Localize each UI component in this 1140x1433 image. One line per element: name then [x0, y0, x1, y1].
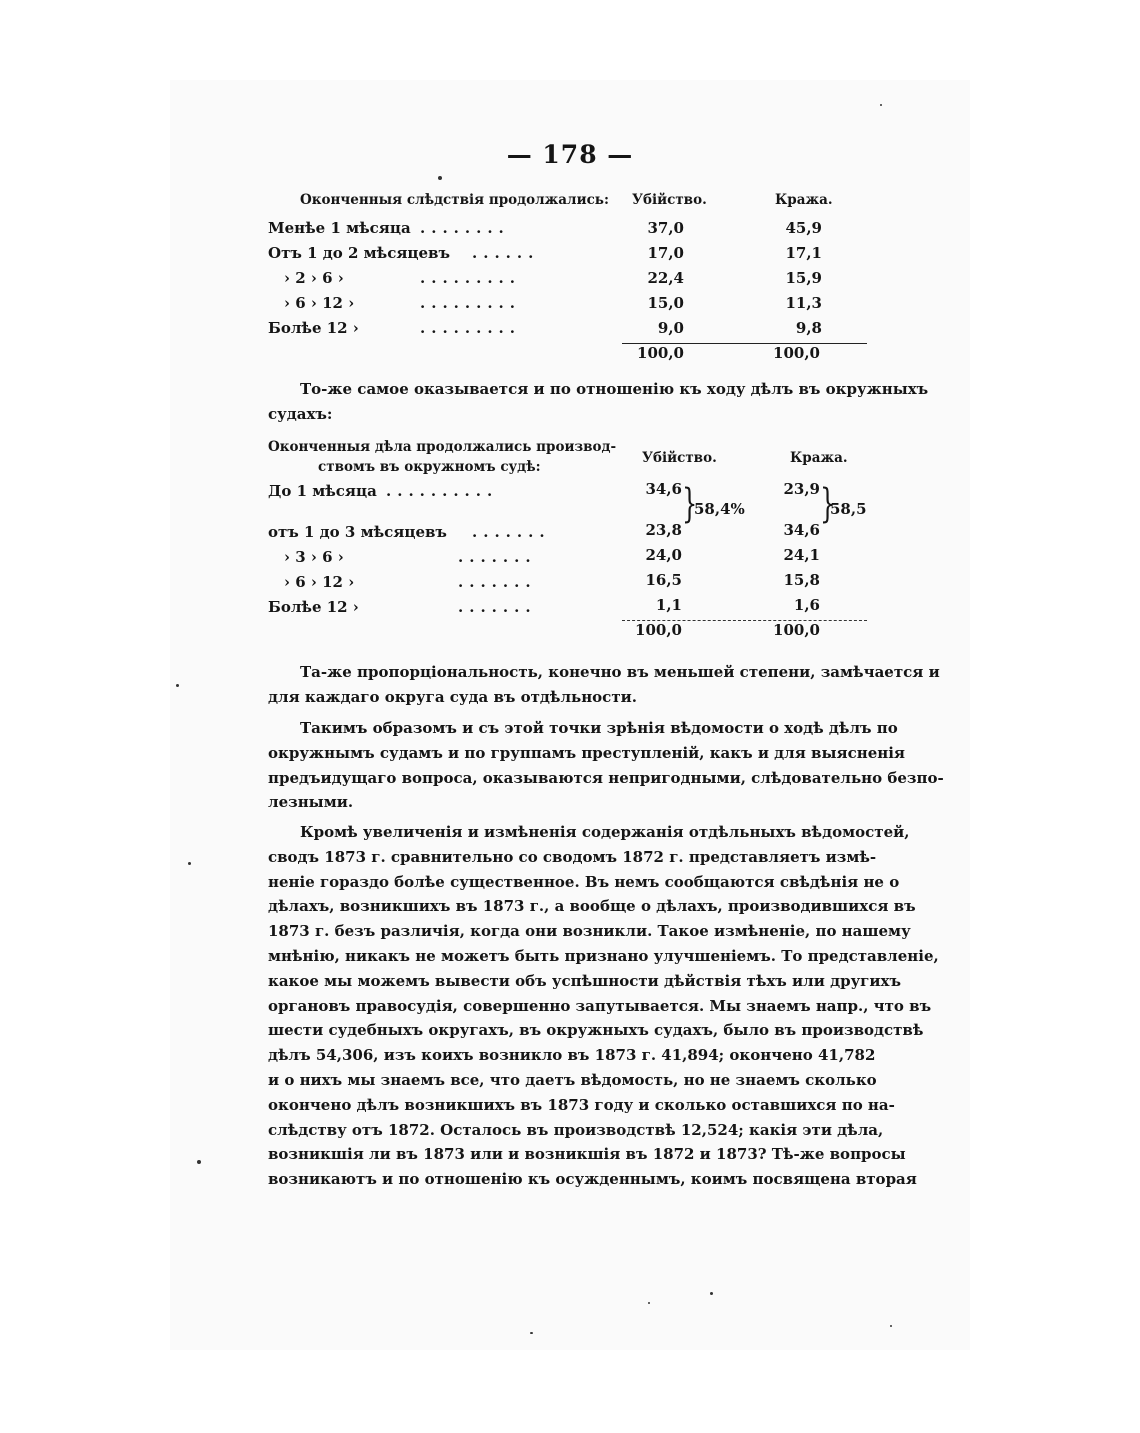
table1-row-label: Болѣе 12 › [268, 319, 359, 337]
table2-row-murder: 1,1 [655, 596, 682, 614]
table1-header-theft: Кража. [775, 192, 833, 208]
leader-dots: ........ [420, 219, 510, 237]
scan-speck [438, 176, 442, 180]
table2-row-theft: 23,9 [783, 480, 820, 498]
table2-row-theft: 24,1 [783, 546, 820, 564]
text-line: органовъ правосудія, совершенно запутывается. Мы знаемъ напр., что въ [268, 996, 932, 1015]
table1-row-label: Менѣе 1 мѣсяца [268, 219, 411, 237]
leader-dots: ......... [420, 269, 521, 287]
table2-header-label-2: ствомъ въ окружномъ судѣ: [318, 459, 541, 475]
table2-group-theft: 58,5 [830, 500, 867, 518]
table1-row-label: › 2 › 6 › [284, 269, 344, 287]
table1-row-theft: 9,8 [795, 319, 822, 337]
table2-group-murder: 58,4% [694, 500, 745, 518]
table2-row-label: отъ 1 до 3 мѣсяцевъ [268, 523, 447, 541]
table2-header-murder: Убійство. [642, 450, 717, 466]
text-line: 1873 г. безъ различія, когда они возникли. Такое измѣненіе, по нашему [268, 922, 911, 941]
table2-row-label: Болѣе 12 › [268, 598, 359, 616]
table1-row-label: › 6 › 12 › [284, 294, 355, 312]
table1-total-theft: 100,0 [773, 344, 820, 362]
table1-row-theft: 45,9 [785, 219, 822, 237]
text-line: шести судебныхъ округахъ, въ окружныхъ судахъ, было въ производствѣ [268, 1021, 924, 1040]
scan-speck [197, 1160, 201, 1164]
table2-row-label: › 3 › 6 › [284, 548, 344, 566]
leader-dots: ....... [458, 573, 537, 591]
text-line: окончено дѣлъ возникшихъ въ 1873 году и сколько оставшихся по на- [268, 1095, 895, 1114]
text-line: неніе гораздо болѣе существенное. Въ немъ сообщаются свѣдѣнія не о [268, 872, 900, 891]
scan-speck [176, 684, 179, 687]
scan-speck [530, 1332, 533, 1334]
table1-total-murder: 100,0 [637, 344, 684, 362]
group-brace: } [820, 481, 836, 527]
leader-dots: .......... [386, 482, 499, 500]
paragraph-3 [268, 820, 939, 1192]
leader-dots: ......... [420, 294, 521, 312]
scan-speck [890, 1325, 892, 1327]
table2-row-murder: 24,0 [645, 546, 682, 564]
text-line: Кромѣ увеличенія и измѣненія содержанія отдѣльныхъ вѣдомостей, [300, 823, 910, 841]
table2-header-label-1: Оконченныя дѣла продолжались производ- [268, 439, 617, 455]
table2-row-theft: 15,8 [783, 571, 820, 589]
text-line: То-же самое оказывается и по отношенію къ ходу дѣлъ въ окружныхъ [300, 380, 929, 398]
table2-row-label: › 6 › 12 › [284, 573, 355, 591]
table2-total-theft: 100,0 [773, 621, 820, 639]
text-line: слѣдству отъ 1872. Осталось въ производствѣ 12,524; какія эти дѣла, [268, 1120, 884, 1139]
intro-paragraph [268, 377, 929, 427]
table1-header-label: Оконченныя слѣдствія продолжались: [300, 192, 609, 208]
table1-row-theft: 15,9 [785, 269, 822, 287]
table1-row-theft: 11,3 [785, 294, 822, 312]
text-line: предъидущаго вопроса, оказываются непригодными, слѣдовательно безпо- [268, 768, 944, 787]
table1-row-murder: 9,0 [657, 319, 684, 337]
text-line: Такимъ образомъ и съ этой точки зрѣнія вѣдомости о ходѣ дѣлъ по [300, 719, 898, 737]
table1-row-theft: 17,1 [785, 244, 822, 262]
table2-header-theft: Кража. [790, 450, 848, 466]
leader-dots: ......... [420, 319, 521, 337]
scan-speck [880, 104, 882, 106]
scan-speck [648, 1302, 650, 1304]
table2-row-label: До 1 мѣсяца [268, 482, 377, 500]
text-line: для каждаго округа суда въ отдѣльности. [268, 687, 637, 706]
scan-speck [710, 1292, 713, 1295]
paragraph-2 [268, 716, 944, 815]
text-line: какое мы можемъ вывести объ успѣшности дѣйствія тѣхъ или другихъ [268, 971, 901, 990]
table1-row-murder: 15,0 [647, 294, 684, 312]
leader-dots: ....... [472, 523, 551, 541]
text-line: мнѣнію, никакъ не можетъ быть признано улучшеніемъ. То представленіе, [268, 946, 939, 965]
table2-row-murder: 16,5 [645, 571, 682, 589]
table2-row-murder: 23,8 [645, 521, 682, 539]
text-line: возникшія ли въ 1873 или и возникшія въ 1872 и 1873? Тѣ-же вопросы [268, 1145, 906, 1164]
table1-row-label: Отъ 1 до 2 мѣсяцевъ [268, 244, 450, 262]
leader-dots: ...... [472, 244, 540, 262]
text-line: дѣлъ 54,306, изъ коихъ возникло въ 1873 г. 41,894; окончено 41,782 [268, 1046, 876, 1065]
leader-dots: ....... [458, 548, 537, 566]
text-line: Та-же пропорціональность, конечно въ меньшей степени, замѣчается и [300, 663, 940, 681]
text-line: судахъ: [268, 404, 333, 423]
table1-row-murder: 22,4 [647, 269, 684, 287]
text-line: дѣлахъ, возникшихъ въ 1873 г., а вообще о дѣлахъ, производившихся въ [268, 897, 916, 916]
table1-row-murder: 37,0 [647, 219, 684, 237]
table2-row-murder: 34,6 [645, 480, 682, 498]
text-line: возникаютъ и по отношенію къ осужденнымъ, коимъ посвящена вторая [268, 1170, 917, 1189]
leader-dots: ....... [458, 598, 537, 616]
scan-speck [188, 862, 191, 865]
table2-row-theft: 1,6 [793, 596, 820, 614]
group-brace: } [682, 481, 698, 527]
table1-row-murder: 17,0 [647, 244, 684, 262]
text-line: окружнымъ судамъ и по группамъ преступленій, какъ и для выясненія [268, 743, 906, 762]
table2-total-murder: 100,0 [635, 621, 682, 639]
text-line: и о нихъ мы знаемъ все, что даетъ вѣдомость, но не знаемъ сколько [268, 1070, 877, 1089]
text-line: сводъ 1873 г. сравнительно со сводомъ 1872 г. представляетъ измѣ- [268, 847, 877, 866]
table2-row-theft: 34,6 [783, 521, 820, 539]
page-number: — 178 — [506, 140, 634, 169]
text-line: лезными. [268, 793, 354, 812]
table1-header-murder: Убійство. [632, 192, 707, 208]
paragraph-1 [268, 660, 940, 710]
